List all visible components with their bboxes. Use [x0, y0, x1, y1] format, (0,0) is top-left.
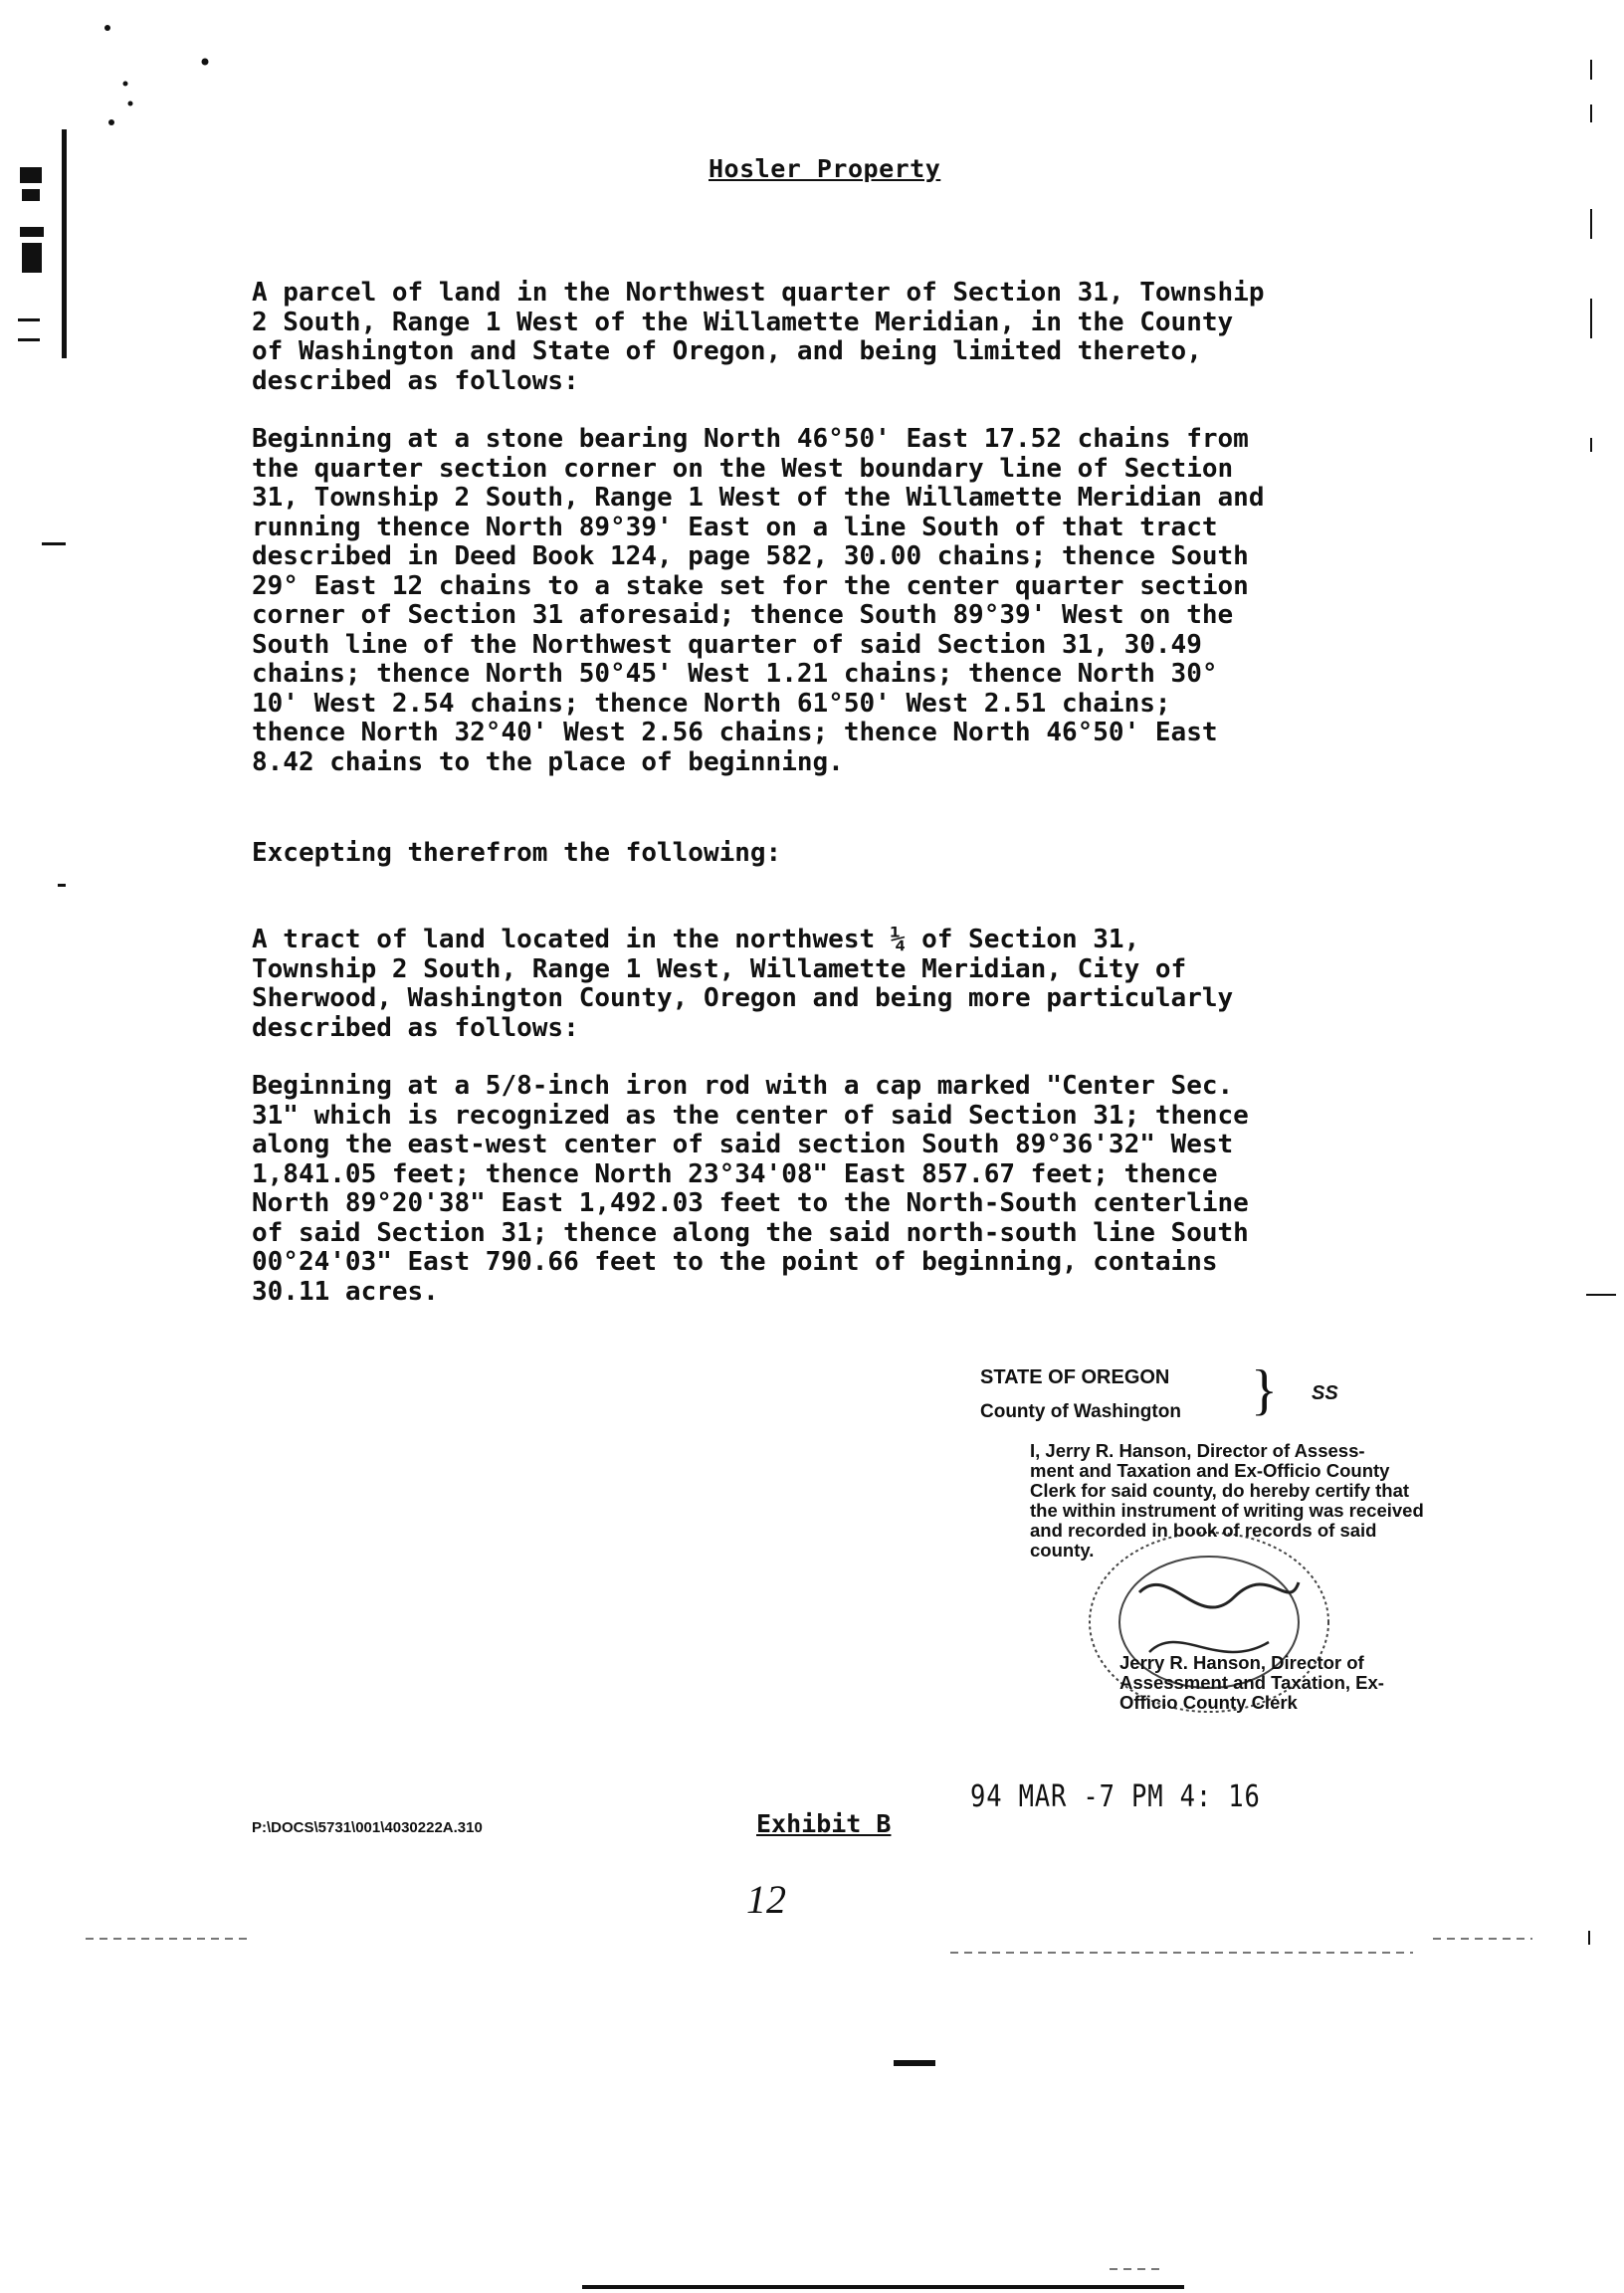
- text-line: described as follows:: [252, 1012, 579, 1043]
- text-line: 31" which is recognized as the center of said Section 31; thence: [252, 1100, 1249, 1131]
- recording-stamp: 94 MAR -7 PM 4: 16: [970, 1779, 1261, 1814]
- text-line: A parcel of land in the Northwest quarter of Section 31, Township: [252, 278, 1265, 308]
- parcel-description: [252, 279, 1446, 396]
- text-line: the within instrument of writing was received: [1030, 1500, 1424, 1521]
- text-line: Beginning at a stone bearing North 46°50' East 17.52 chains from: [252, 424, 1249, 454]
- text-line: 00°24'03" East 790.66 feet to the point of beginning, contains: [252, 1247, 1218, 1277]
- text-line: Officio County Clerk: [1119, 1692, 1298, 1713]
- text-line: running thence North 89°39' East on a line South of that tract: [252, 512, 1218, 542]
- certificate-ss: SS: [1312, 1382, 1338, 1404]
- text-line: ment and Taxation and Ex-Officio County: [1030, 1460, 1390, 1481]
- certificate-brace: }: [1251, 1359, 1278, 1421]
- text-line: of said Section 31; thence along the said north-south line South: [252, 1217, 1249, 1248]
- beginning-description: [252, 425, 1446, 777]
- text-line: A tract of land located in the northwest ¼ of Section 31,: [252, 925, 1140, 954]
- text-line: Beginning at a 5/8-inch iron rod with a cap marked "Center Sec.: [252, 1071, 1234, 1101]
- exception-beginning-description: [252, 1072, 1446, 1307]
- text-line: Clerk for said county, do hereby certify that: [1030, 1480, 1410, 1501]
- text-line: along the east-west center of said section South 89°36'32" West: [252, 1130, 1234, 1159]
- certificate-signature-block: [1119, 1653, 1448, 1713]
- text-line: and recorded in book of records of said: [1030, 1520, 1377, 1541]
- text-line: 30.11 acres.: [252, 1276, 439, 1307]
- text-line: Assessment and Taxation, Ex-: [1119, 1672, 1384, 1693]
- text-line: 1,841.05 feet; thence North 23°34'08" East 857.67 feet; thence: [252, 1158, 1218, 1189]
- certificate-county: County of Washington: [980, 1401, 1181, 1422]
- text-line: I, Jerry R. Hanson, Director of Assess-: [1030, 1440, 1365, 1461]
- text-line: Jerry R. Hanson, Director of: [1119, 1652, 1364, 1673]
- text-line: the quarter section corner on the West boundary line of Section: [252, 453, 1234, 484]
- text-line: described in Deed Book 124, page 582, 30.00 chains; thence South: [252, 541, 1249, 571]
- certificate-state: STATE OF OREGON: [980, 1366, 1170, 1388]
- text-line: thence North 32°40' West 2.56 chains; thence North 46°50' East: [252, 718, 1218, 747]
- document-title: Hosler Property: [709, 154, 941, 183]
- text-line: 31, Township 2 South, Range 1 West of the Willamette Meridian and: [252, 483, 1265, 513]
- exception-heading: [252, 839, 1446, 869]
- text-line: Township 2 South, Range 1 West, Willamette Meridian, City of: [252, 953, 1187, 984]
- exception-tract-description: [252, 926, 1446, 1043]
- text-line: South line of the Northwest quarter of said Section 31, 30.49: [252, 629, 1202, 660]
- text-line: corner of Section 31 aforesaid; thence South 89°39' West on the: [252, 600, 1234, 630]
- text-line: 8.42 chains to the place of beginning.: [252, 746, 844, 777]
- text-line: Excepting therefrom the following:: [252, 838, 782, 868]
- text-line: described as follows:: [252, 365, 579, 396]
- handwritten-page-number: 12: [746, 1877, 786, 1922]
- text-line: chains; thence North 50°45' West 1.21 chains; thence North 30°: [252, 659, 1218, 689]
- exhibit-label: Exhibit B: [756, 1809, 892, 1838]
- certificate-body: [1030, 1441, 1438, 1561]
- text-line: county.: [1030, 1540, 1095, 1561]
- text-line: 10' West 2.54 chains; thence North 61°50' West 2.51 chains;: [252, 688, 1171, 719]
- text-line: Sherwood, Washington County, Oregon and being more particularly: [252, 983, 1234, 1013]
- file-path: P:\DOCS\5731\001\4030222A.310: [252, 1819, 483, 1836]
- text-line: North 89°20'38" East 1,492.03 feet to the North-South centerline: [252, 1188, 1249, 1218]
- text-line: of Washington and State of Oregon, and being limited thereto,: [252, 336, 1202, 366]
- text-line: 29° East 12 chains to a stake set for the center quarter section: [252, 570, 1249, 601]
- text-line: 2 South, Range 1 West of the Willamette Meridian, in the County: [252, 307, 1234, 337]
